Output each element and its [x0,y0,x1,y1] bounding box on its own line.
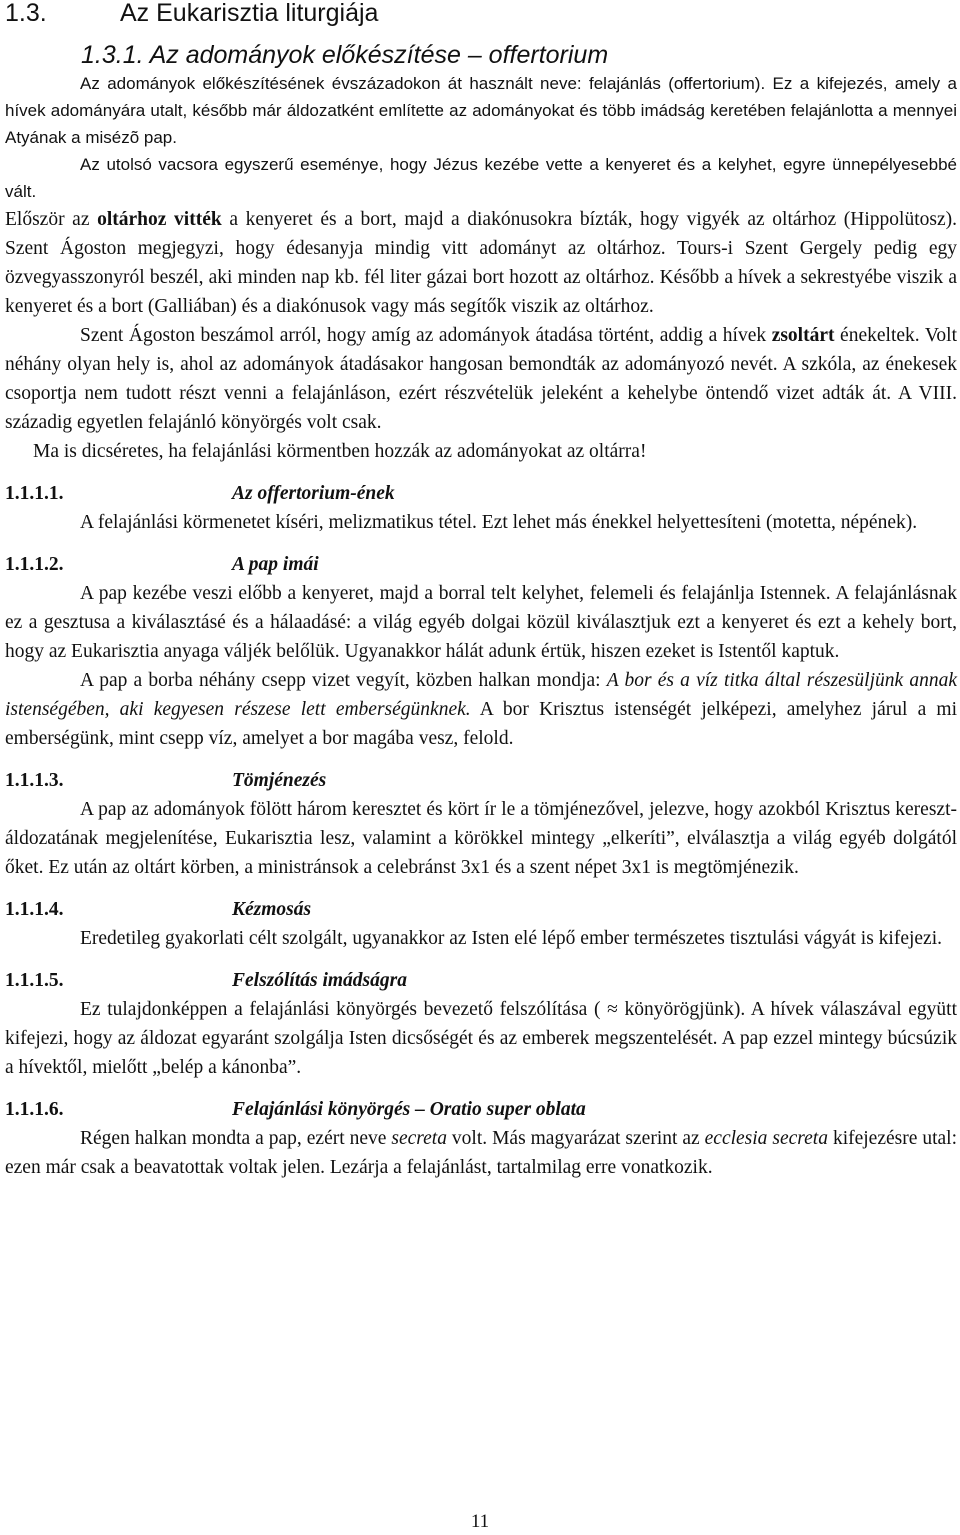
italic-term-secreta: secreta [391,1128,447,1149]
intro-paragraph-1: Az adományok előkészítésének évszázadokon át használt neve: felajánlás (offertorium). Ez a kifejezés, amely a hívek adományára utalt, később már áldozatként említette az adományokat és több imádság keretében felajánlotta a mennyei Atyának a misézõ pap. [5,74,957,147]
subsection-text [5,666,957,753]
intro-paragraph-4 [5,321,957,437]
subsection-heading-oratio [5,1095,957,1124]
subsection-title: A pap imái [232,554,319,575]
subsection-heading-tomjenezes [5,766,957,795]
quoted-prayer: A bor és a víz titka által részesüljünk annak istenségében, aki kegyesen részese lett emberségünknek. [5,670,957,720]
chapter-number: 1.3. [5,0,47,27]
intro-paragraph-5: Ma is dicséretes, ha felajánlási körmentben hozzák az adományokat az oltárra! [33,441,647,462]
subsection-text: A pap az adományok fölött három keresztet és kört ír le a tömjénezővel, jelezve, hogy azokból Krisztus keresztáldozatának megjelenítése, Eukarisztia lesz, valamint a körökkel mintegy „elkeríti”, elválasztja a világ egyéb dolgától őket. Ez után az oltárt körben, a ministránsok a celebránst 3x1 és a szent népet 3x1 is megtömjénezik. [5,799,957,878]
section-title: Az adományok előkészítése – offertorium [149,41,609,69]
intro-paragraph-2: Az utolsó vacsora egyszerű eseménye, hogy Jézus kezébe vette a kenyeret és a kelyhet, egyre ünnepélyesebbé vált. [5,155,957,201]
subsection-number: 1.1.1.5. [5,970,64,991]
subsection-heading-felszolitas [5,966,957,995]
subsection-text [5,1124,957,1182]
subsection-text: A felajánlási körmenetet kíséri, melizmatikus tétel. Ezt lehet más énekkel helyettesíteni (motetta, népének). [80,512,918,533]
text-run: A bor Krisztus istenségét jelképezi, amelyhez járul a mi emberségünk, mint csepp víz, amelyet a bor magába vesz, felold. [5,699,957,749]
text-run: énekeltek. Volt néhány olyan hely is, ahol az adományok átadásakor hangosan bemondták az adományozó nevét. A szkóla, az énekesek csoportja nem tudott részt venni a felajánláson, ezért részvételük jeleként a kehelybe öntendő vizet adták át. A VIII. századig egyetlen felajánló könyörgés volt csak. [5,325,957,433]
text-run: Régen halkan mondta a pap, ezért neve [80,1128,392,1149]
section-number: 1.3.1. [81,41,144,69]
subsection-heading-pap-imai [5,550,957,579]
subsection-title: Felajánlási könyörgés – Oratio super oblata [232,1099,586,1120]
subsection-number: 1.1.1.4. [5,899,64,920]
bold-term-zsoltart: zsoltárt [771,325,835,346]
text-run: A pap a borba néhány csepp vizet vegyít, közben halkan mondja: [80,670,607,691]
page-number: 11 [470,1511,490,1532]
subsection-heading-offertorium-enek [5,479,957,508]
italic-term-ecclesia-secreta: ecclesia secreta [704,1128,828,1149]
subsection-number: 1.1.1.3. [5,770,64,791]
subsection-text: A pap kezébe veszi előbb a kenyeret, majd a borral telt kelyhet, felemeli és felajánlja Istennek. A felajánlásnak ez a gesztusa a kiválasztásé és a hálaadásé: a világ egyéb dolgai közül kiválasztjuk ezt a kenyeret és ezt a kehely bort, hogy az Eukarisztia anyaga váljék belőlük. Ugyanakkor hálát adunk értük, hiszen ezeket is Istentől kaptuk. [5,583,957,662]
subsection-number: 1.1.1.2. [5,554,64,575]
chapter-title: Az Eukarisztia liturgiája [120,0,379,27]
chapter-heading [5,0,957,27]
text-run: volt. Más magyarázat szerint az [446,1128,705,1149]
subsection-number: 1.1.1.6. [5,1099,64,1120]
subsection-text: Ez tulajdonképpen a felajánlási könyörgés bevezető felszólítása ( ≈ könyörögjünk). A hívek válaszával együtt kifejezi, hogy az áldozat egyaránt szolgálja Isten dicsőségét és az emberek megszentelését. A pap ezzel mintegy búcsúzik a hívektől, mielőtt „belép a kánonba”. [5,999,957,1078]
bold-term-oltarhoz: oltárhoz vitték [97,209,222,230]
intro-paragraph-3 [5,205,957,321]
text-run: kifejezésre utal: ezen már csak a beavatottak voltak jelen. Lezárja a felajánlást, tartalmilag erre vonatkozik. [5,1128,957,1178]
subsection-text: Eredetileg gyakorlati célt szolgált, ugyanakkor az Isten elé lépő ember természetes tisztulási vágyát is kifejezi. [80,928,942,949]
text-run: a kenyeret és a bort, majd a diakónusokra bízták, hogy vigyék az oltárhoz (Hippolütosz). Szent Ágoston megjegyzi, hogy édesanyja mindig vitt adományt az oltárhoz. Tours-i Szent Gergely pedig egy özvegyasszonyról beszél, aki minden nap kb. fél liter gázai bort hozott az oltárhoz. Később a hívek a sekrestyébe viszik a kenyeret és a bort (Galliában) és a diakónusok vagy más segítők viszik az oltárhoz. [5,209,957,317]
subsection-heading-kezmosas [5,895,957,924]
section-heading [5,40,957,70]
subsection-number: 1.1.1.1. [5,483,64,504]
text-run: Először az [5,209,98,230]
subsection-title: Az offertorium-ének [232,483,395,504]
text-run: Szent Ágoston beszámol arról, hogy amíg az adományok átadása történt, addig a hívek [80,325,772,346]
subsection-title: Kézmosás [232,899,312,920]
document-page [5,0,957,1182]
subsection-title: Tömjénezés [232,770,327,791]
subsection-title: Felszólítás imádságra [232,970,407,991]
